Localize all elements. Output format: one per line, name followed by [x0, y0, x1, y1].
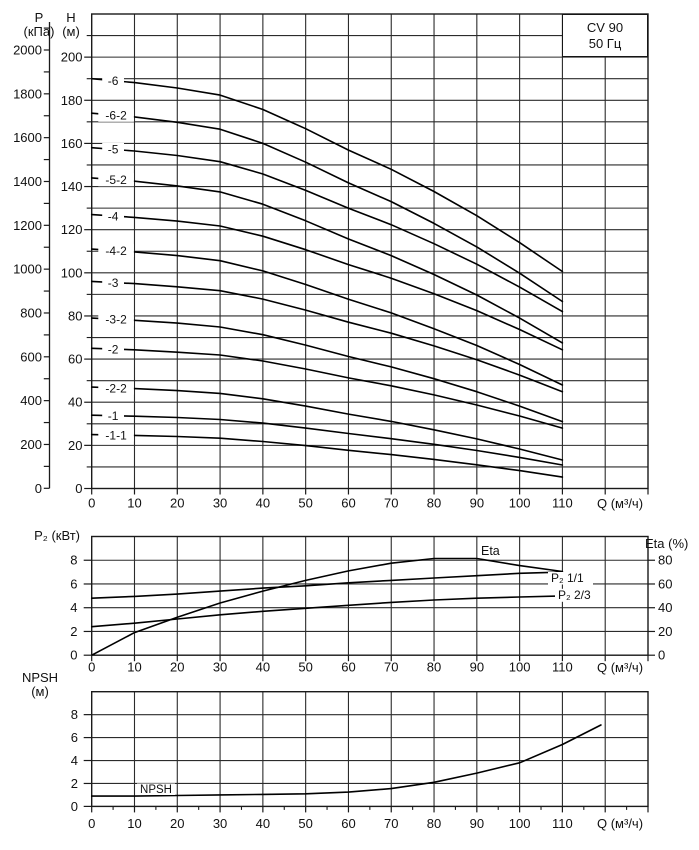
- kw-tick-label: 2: [70, 623, 78, 639]
- head-axis-title: [50, 11, 92, 39]
- npsh-tick-label: 2: [70, 775, 78, 791]
- x-tick-label: 40: [255, 495, 271, 511]
- x-tick-label: 0: [88, 495, 96, 511]
- head-curve-label: -2: [107, 342, 119, 357]
- x-tick-label: 70: [384, 815, 399, 831]
- h-tick-label: 0: [75, 481, 83, 496]
- head-curve: [92, 348, 563, 428]
- head-curve-label: -4: [107, 209, 119, 224]
- x-tick-label: 60: [341, 659, 356, 675]
- head-curve: [92, 435, 563, 478]
- head-axis-title-line1: H: [66, 10, 76, 25]
- model-info-box: [562, 14, 648, 57]
- flow-axis-label-power: Q (м³/ч): [597, 660, 644, 675]
- head-curve-label: -2-2: [105, 381, 127, 396]
- npsh-curve-label: NPSH: [140, 784, 172, 796]
- x-tick-label: 70: [384, 495, 399, 511]
- p-tick-label: 1600: [13, 130, 42, 146]
- eta-tick-label: 80: [658, 552, 673, 568]
- npsh-axis-title-line2: (м): [31, 683, 49, 699]
- p-tick-label: 600: [20, 349, 42, 365]
- h-tick-label: 40: [68, 394, 83, 410]
- x-tick-label: 60: [341, 815, 356, 831]
- h-tick-label: 120: [60, 222, 83, 238]
- x-tick-label: 50: [298, 495, 313, 511]
- head-curve-label: -3: [107, 275, 119, 290]
- x-tick-label: 70: [384, 659, 399, 675]
- npsh-tick-label: 0: [70, 798, 78, 814]
- kw-tick-label: 6: [70, 576, 78, 592]
- h-tick-label: 140: [60, 179, 83, 195]
- x-tick-label: 110: [552, 815, 573, 831]
- p-tick-label: 1000: [13, 261, 42, 277]
- model-name: CV 90: [586, 19, 624, 35]
- x-tick-label: 80: [426, 659, 442, 675]
- h-tick-label: 180: [60, 92, 83, 108]
- pressure-axis-title-line1: P: [34, 10, 44, 25]
- p-tick-label: 200: [20, 436, 42, 452]
- head-curve-label: -6-2: [105, 108, 127, 123]
- p-tick-label: 800: [20, 305, 42, 321]
- x-tick-label: 50: [298, 815, 313, 831]
- model-frequency: 50 Гц: [588, 35, 622, 51]
- npsh-tick-label: 6: [70, 730, 78, 746]
- flow-axis-label-main: Q (м³/ч): [597, 496, 644, 511]
- x-tick-label: 20: [170, 659, 185, 675]
- x-tick-label: 10: [127, 815, 142, 831]
- power-two-thirds-label: P₂ 2/3: [558, 588, 591, 602]
- plot-border: [92, 692, 648, 807]
- p-tick-label: 1400: [13, 173, 42, 189]
- x-tick-label: 10: [127, 659, 142, 675]
- h-tick-label: 100: [60, 265, 83, 281]
- h-tick-label: 80: [68, 308, 83, 324]
- h-tick-label: 60: [68, 351, 83, 367]
- eta-tick-label: 40: [658, 600, 673, 616]
- x-tick-label: 80: [426, 495, 442, 511]
- kw-tick-label: 4: [70, 600, 78, 616]
- npsh-axis-title-line1: NPSH: [21, 670, 59, 685]
- x-tick-label: 90: [469, 659, 485, 675]
- x-tick-label: 40: [255, 815, 271, 831]
- kw-tick-label: 8: [70, 552, 78, 568]
- flow-axis-label-npsh: Q (м³/ч): [597, 816, 644, 831]
- x-tick-label: 100: [508, 815, 531, 831]
- head-axis-title-line2: (м): [62, 24, 80, 39]
- x-tick-label: 30: [212, 495, 228, 511]
- x-tick-label: 50: [298, 659, 313, 675]
- head-curve-label: -3-2: [105, 312, 127, 327]
- head-curve: [92, 79, 563, 272]
- npsh-tick-label: 8: [70, 707, 78, 723]
- h-tick-label: 20: [68, 437, 83, 453]
- head-curve: [92, 178, 563, 343]
- head-curve-label: -1: [107, 409, 119, 424]
- npsh-tick-label: 4: [70, 753, 78, 769]
- eta-tick-label: 20: [658, 623, 673, 639]
- power-full-label: P₂ 1/1: [551, 571, 584, 585]
- p-tick-label: 2000: [13, 42, 42, 58]
- pressure-axis-title-line2: (кПа): [23, 24, 55, 39]
- npsh-chart: [71, 692, 648, 831]
- x-tick-label: 110: [552, 495, 573, 511]
- x-tick-label: 90: [469, 495, 485, 511]
- p-tick-label: 0: [34, 480, 42, 496]
- h-tick-label: 160: [60, 135, 83, 151]
- power-efficiency-chart: [70, 537, 672, 675]
- h-tick-label: 200: [60, 49, 83, 65]
- kw-tick-label: 0: [70, 647, 78, 663]
- head-curve-label: -5-2: [105, 173, 127, 188]
- x-tick-label: 20: [170, 815, 185, 831]
- head-curve-label: -6: [107, 73, 119, 88]
- p-tick-label: 400: [20, 393, 42, 409]
- x-tick-label: 110: [552, 659, 573, 675]
- eta-tick-label: 0: [658, 647, 666, 663]
- head-curve: [92, 318, 563, 422]
- x-tick-label: 10: [127, 495, 142, 511]
- head-curve-label: -4-2: [105, 243, 127, 258]
- x-tick-label: 0: [88, 659, 96, 675]
- x-tick-label: 30: [212, 815, 228, 831]
- x-tick-label: 60: [341, 495, 356, 511]
- head-curve: [92, 281, 563, 391]
- x-tick-label: 100: [508, 495, 531, 511]
- head-curve-label: -1-1: [105, 428, 127, 443]
- npsh-axis-title: [17, 671, 63, 698]
- head-curve: [92, 415, 563, 465]
- x-tick-label: 30: [212, 659, 228, 675]
- efficiency-axis-title: Eta (%): [645, 536, 689, 551]
- head-flow-chart: [13, 14, 648, 511]
- power-axis-title: P₂ (кВт): [34, 528, 80, 543]
- x-tick-label: 20: [170, 495, 185, 511]
- eta-tick-label: 60: [658, 576, 673, 592]
- x-tick-label: 80: [426, 815, 442, 831]
- p-tick-label: 1800: [13, 86, 42, 102]
- head-curve-label: -5: [107, 142, 119, 157]
- p-tick-label: 1200: [13, 217, 42, 233]
- eta-curve-label: Eta: [481, 544, 500, 558]
- head-curve: [92, 215, 563, 350]
- x-tick-label: 100: [508, 659, 531, 675]
- x-tick-label: 90: [469, 815, 485, 831]
- x-tick-label: 0: [88, 815, 96, 831]
- x-tick-label: 40: [255, 659, 271, 675]
